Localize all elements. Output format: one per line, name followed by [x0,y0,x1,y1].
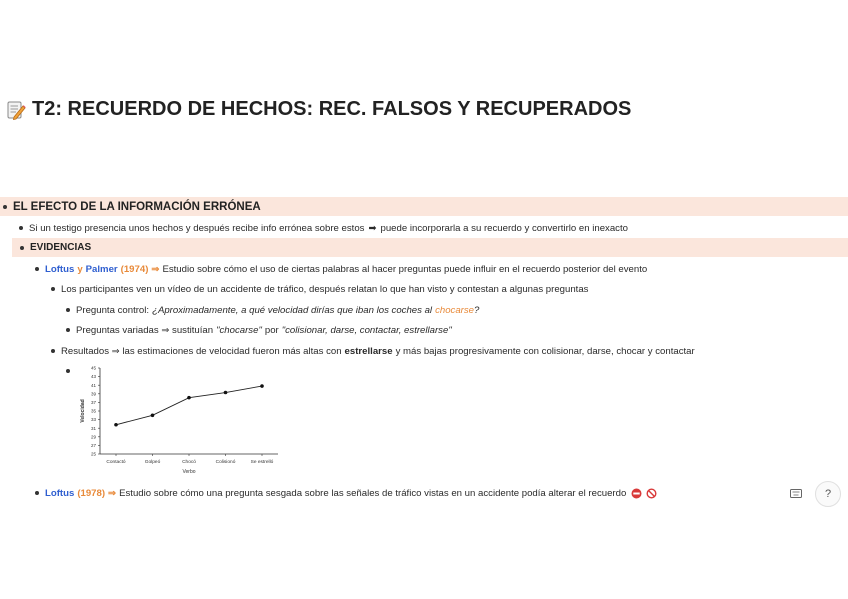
y-tick-label: 27 [90,443,96,448]
y-tick-label: 45 [90,365,96,371]
help-label: ? [824,488,832,500]
variadas-list: "colisionar, darse, contactar, estrellarse" [281,324,452,336]
data-point [114,423,118,427]
y-tick-label: 29 [90,434,96,440]
data-point [224,391,228,395]
intro-text-a: Si un testigo presencia unos hechos y después recibe info errónea sobre estos [29,222,365,234]
control-question: ¿Aproximadamente, a qué velocidad dirías que iban los coches al [152,304,433,316]
evidencias-heading: EVIDENCIAS [30,242,92,253]
x-axis-label: Verbo [182,469,196,475]
y-axis-label: Velocidad [80,399,86,423]
y-tick-label: 33 [90,417,96,423]
page-title-text: T2: RECUERDO DE HECHOS: REC. FALSOS Y RECUPERADOS [32,98,632,120]
bullet [66,369,70,373]
x-tick-label: Golpeó [144,460,161,465]
y-tick-label: 35 [90,408,96,414]
y-tick-label: 31 [90,425,96,431]
arrow-icon: ⇒ [108,487,117,499]
x-tick-label: Se estrelló [250,460,274,465]
x-tick-label: Chocó [182,460,196,465]
intro-line [19,221,628,235]
data-point [151,414,155,418]
author-palmer: Palmer [85,263,118,275]
keyboard-icon [790,489,802,498]
section-heading-row [0,197,848,216]
y-tick-label: 41 [90,382,96,388]
bullet [51,349,55,353]
study-description: Estudio sobre cómo el uso de ciertas palabras al hacer preguntas puede influir en el recuerdo posterior del evento [162,263,648,275]
arrow-icon: ⇒ [151,263,160,275]
no-entry-icon [631,488,642,499]
series-line [116,386,262,425]
memo-icon [6,100,26,120]
intro-text-b: puede incorporarla a su recuerdo y convertirlo en inexacto [380,222,628,234]
y-tick-label: 39 [90,391,96,397]
year-1974: (1974) [120,263,149,275]
y-tick-label: 37 [90,400,96,405]
control-question-end: ? [474,304,480,316]
x-tick-label: Contactó [106,460,126,465]
results-text-b: y más bajas progresivamente con colisionar, darse, chocar y contactar [395,345,695,357]
page-title [6,98,631,121]
participants-text: Los participantes ven un vídeo de un accidente de tráfico, después relatan lo que han visto y contestan a algunas preguntas [61,283,589,295]
author-loftus: Loftus [45,263,75,275]
loftus-1978-line [35,486,657,500]
bullet [3,205,7,209]
variadas-word: "chocarse" [216,324,262,336]
bullet [35,267,39,271]
data-point [260,384,264,388]
y-tick-label: 25 [90,451,96,457]
help-button[interactable] [815,481,841,507]
speed-chart [78,362,283,484]
keyboard-button[interactable] [784,482,808,504]
loftus-palmer-line [35,262,647,276]
author-loftus-1978: Loftus [45,487,75,499]
results-line [51,344,695,358]
bullet [66,308,70,312]
variadas-line [66,323,452,337]
control-label: Pregunta control: [76,304,150,316]
x-tick-label: Colisionó [215,460,236,465]
data-point [187,396,191,400]
conjunction: y [77,263,83,275]
control-question-line [66,303,479,317]
year-1978: (1978) [77,487,106,499]
bullet [66,328,70,332]
y-tick-label: 43 [90,374,96,380]
results-bold: estrellarse [344,345,393,357]
prohibited-icon [646,488,657,499]
bullet [35,491,39,495]
bullet [20,246,24,250]
control-word: chocarse [435,304,474,316]
bullet [19,226,23,230]
bullet [51,287,55,291]
study-1978-description: Estudio sobre cómo una pregunta sesgada sobre las señales de tráfico vistas en un accidente podía alterar el recuerdo [119,487,627,499]
results-text-a: Resultados ⇒ las estimaciones de velocidad fueron más altas con [61,345,342,357]
participants-line [51,282,588,296]
variadas-por: por [264,324,279,336]
variadas-label: Preguntas variadas ⇒ sustituían [76,324,214,336]
evidencias-row [12,238,848,257]
section-heading: EL EFECTO DE LA INFORMACIÓN ERRÓNEA [13,200,261,213]
arrow-right-icon: ➡ [368,222,377,234]
